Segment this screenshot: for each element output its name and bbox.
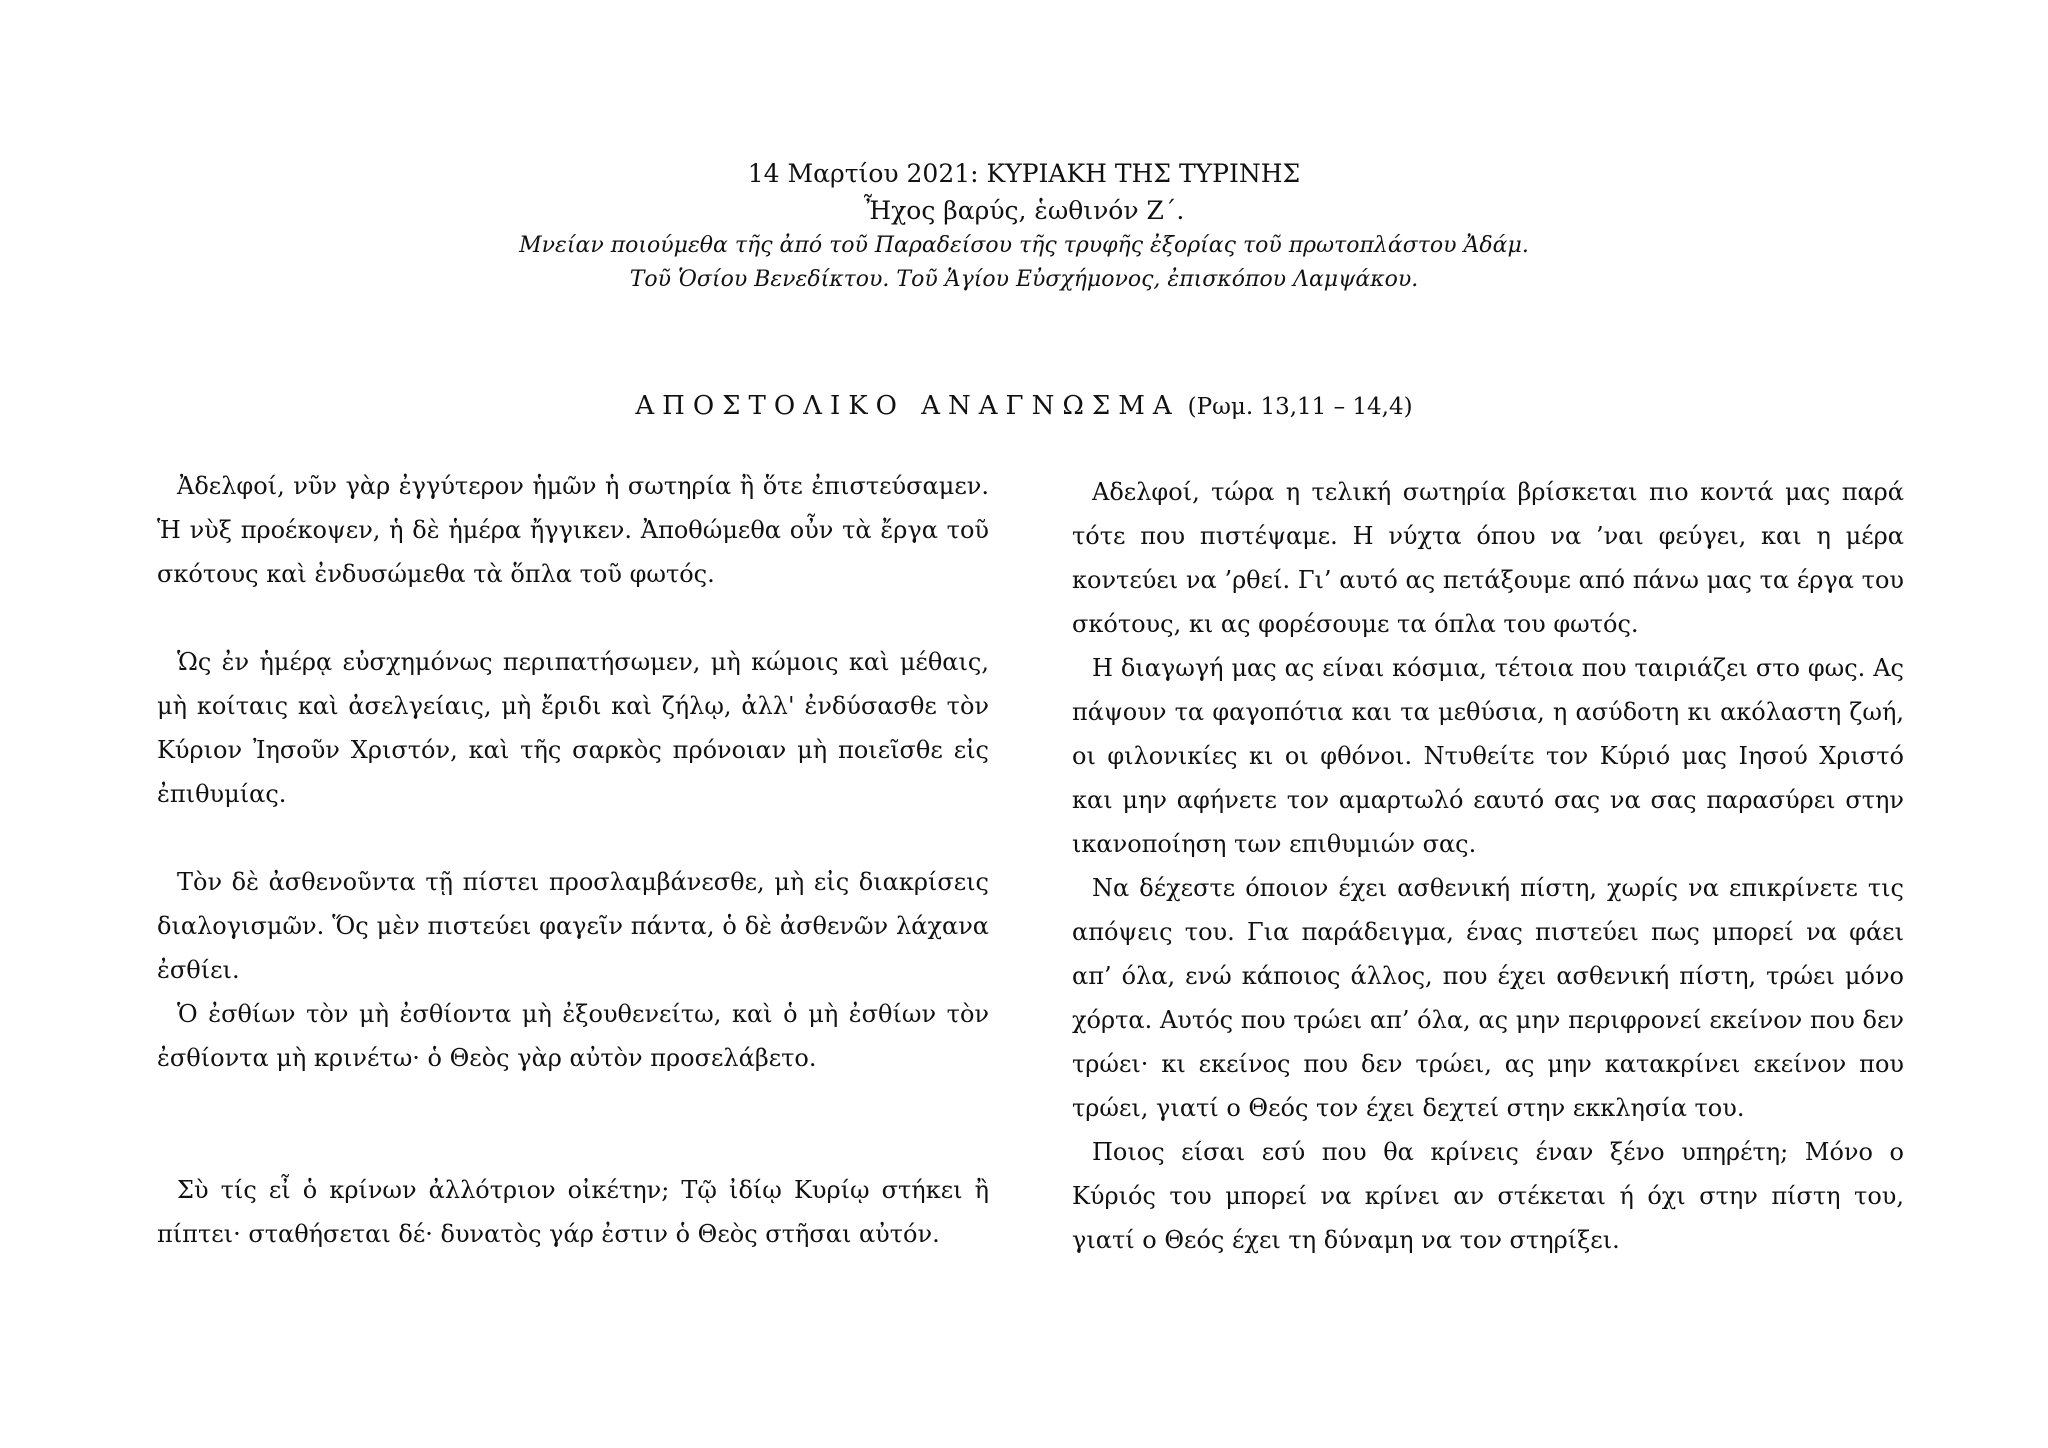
date-title: 14 Μαρτίου 2021: ΚΥΡΙΑΚΗ ΤΗΣ ΤΥΡΙΝΗΣ (747, 159, 1301, 188)
original-paragraph-1: Ἀδελφοί, νῦν γὰρ ἐγγύτερον ἡμῶν ἡ σωτηρία ἢ ὅτε ἐπιστεύσαμεν. Ἡ νὺξ προέκοψεν, ἡ δὲ ἡμέρα ἤγγικεν. Ἀποθώμεθα οὖν τὰ ἔργα τοῦ σκότους καὶ ἐνδυσώμεθα τὰ ὅπλα τοῦ φωτός. (157, 472, 989, 588)
translation-paragraph-2: Η διαγωγή μας ας είναι κόσμια, τέτοια που ταιριάζει στο φως. Ας πάψουν τα φαγοπότια και τα μεθύσια, η ασύδοτη κι ακόλαστη ζωή, οι φιλονικίες κι οι φθόνοι. Ντυθείτε τον Κύριό μας Ιησού Χριστό και μην αφήνετε τον αμαρτωλό εαυτό σας να σας παρασύρει στην ικανοποίηση των επιθυμιών σας. (1072, 654, 1904, 858)
original-paragraph-4: Ὁ ἐσθίων τὸν μὴ ἐσθίοντα μὴ ἐξουθενείτω, καὶ ὁ μὴ ἐσθίων τὸν ἐσθίοντα μὴ κρινέτω· ὁ Θεὸς γὰρ αὐτὸν προσελάβετο. (157, 1000, 989, 1072)
original-text-column (157, 464, 989, 1256)
translation-paragraph-4: Ποιος είσαι εσύ που θα κρίνεις έναν ξένο υπηρέτη; Μόνο ο Κύριός του μπορεί να κρίνει αν στέκεται ή όχι στην πίστη του, γιατί ο Θεός έχει τη δύναμη να τον στηρίξει. (1072, 1138, 1904, 1254)
original-paragraph-3: Τὸν δὲ ἀσθενοῦντα τῇ πίστει προσλαμβάνεσθε, μὴ εἰς διακρίσεις διαλογισμῶν. Ὅς μὲν πιστεύει φαγεῖν πάντα, ὁ δὲ ἀσθενῶν λάχανα ἐσθίει. (157, 868, 989, 984)
reading-heading (0, 386, 2048, 427)
reading-reference: (Ρωμ. 13,11 – 14,4) (1187, 394, 1413, 420)
translation-paragraph-3: Να δέχεστε όποιον έχει ασθενική πίστη, χωρίς να επικρίνετε τις απόψεις του. Για παράδειγμα, ένας πιστεύει πως μπορεί να φάει απ’ όλα, ενώ κάποιος άλλος, που έχει ασθενική πίστη, τρώει μόνο χόρτα. Αυτός που τρώει απ’ όλα, ας μην περιφρονεί εκείνον που δεν τρώει· κι εκείνος που δεν τρώει, ας μην κατακρίνει εκείνον που τρώει, γιατί ο Θεός τον έχει δεχτεί στην εκκλησία του. (1072, 874, 1904, 1122)
original-paragraph-2: Ὡς ἐν ἡμέρᾳ εὐσχημόνως περιπατήσωμεν, μὴ κώμοις καὶ μέθαις, μὴ κοίταις καὶ ἀσελγείαις, μὴ ἔριδι καὶ ζήλῳ, ἀλλ' ἐνδύσασθε τὸν Κύριον Ἰησοῦν Χριστόν, καὶ τῆς σαρκὸς πρόνοιαν μὴ ποιεῖσθε εἰς ἐπιθυμίας. (157, 648, 989, 808)
translation-paragraph-1: Αδελφοί, τώρα η τελική σωτηρία βρίσκεται πιο κοντά μας παρά τότε που πιστέψαμε. Η νύχτα όπου να ’ναι φεύγει, και η μέρα κοντεύει να ’ρθεί. Γι’ αυτό ας πετάξουμε από πάνω μας τα έργα του σκότους, κι ας φορέσουμε τα όπλα του φωτός. (1072, 478, 1904, 638)
commemoration-line-1: Μνείαν ποιούμεθα τῆς ἀπό τοῦ Παραδείσου τῆς τρυφῆς ἐξορίας τοῦ πρωτοπλάστου Ἀδάμ. (519, 233, 1529, 258)
reading-title: ΑΠΟΣΤΟΛΙΚΟ ΑΝΑΓΝΩΣΜΑ (635, 391, 1180, 421)
page-header (0, 155, 2048, 297)
translation-column (1072, 470, 1904, 1262)
original-paragraph-5: Σὺ τίς εἶ ὁ κρίνων ἀλλότριον οἰκέτην; Τῷ ἰδίῳ Κυρίῳ στήκει ἢ πίπτει· σταθήσεται δέ· δυνατὸς γάρ ἐστιν ὁ Θεὸς στῆσαι αὐτόν. (157, 1176, 989, 1248)
tone-line: Ἦχος βαρύς, ἑωθινόν Ζ΄. (863, 196, 1185, 225)
commemoration-line-2: Τοῦ Ὁσίου Βενεδίκτου. Τοῦ Ἁγίου Εὐσχήμονος, ἐπισκόπου Λαμψάκου. (629, 267, 1419, 292)
